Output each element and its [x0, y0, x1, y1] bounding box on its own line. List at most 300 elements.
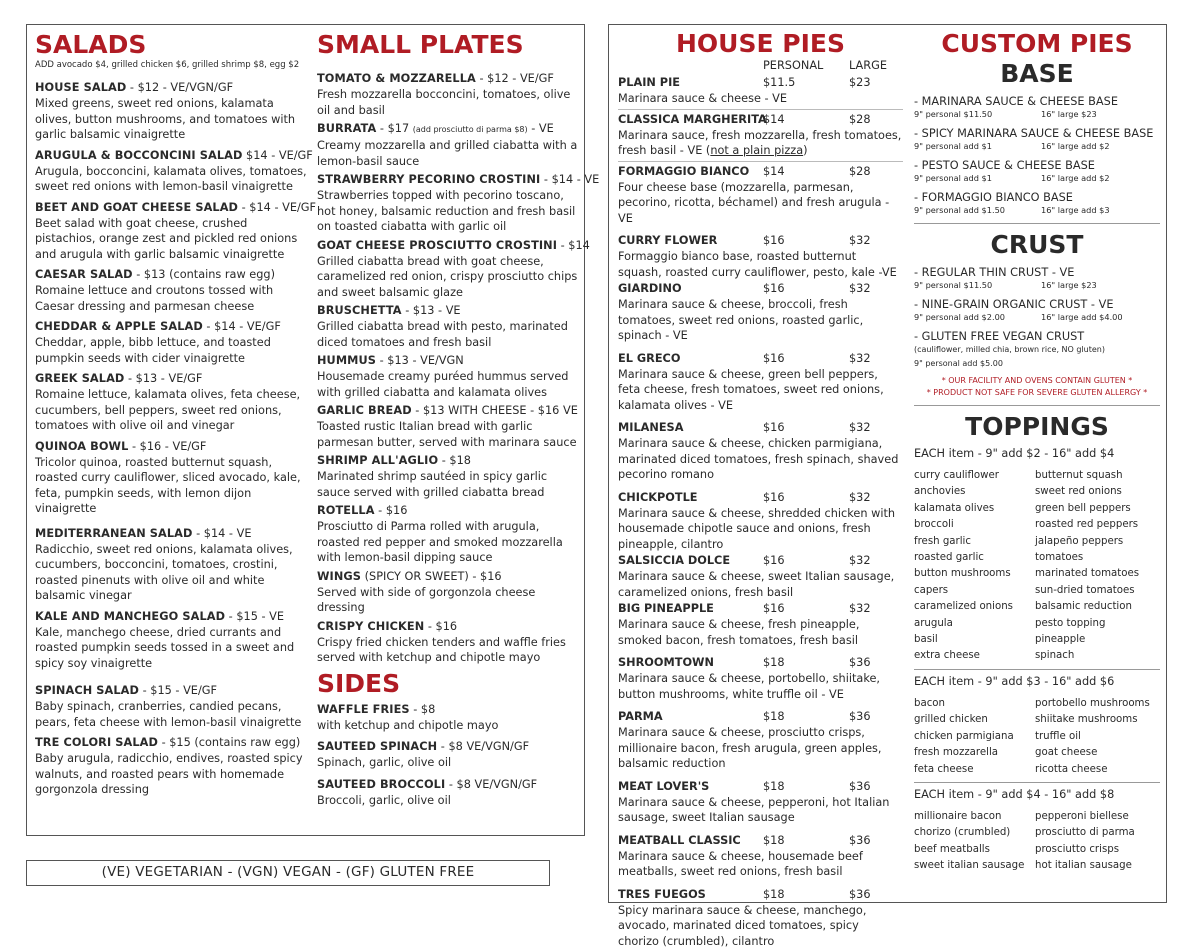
menu-item: [35, 148, 313, 195]
pie-item: [618, 833, 903, 886]
topping-item: broccoli: [914, 519, 954, 531]
item-description: Spinach, garlic, olive oil: [317, 756, 452, 769]
pie-header: [618, 164, 903, 180]
dietary-legend: (VE) VEGETARIAN - (VGN) VEGAN - (GF) GLUTEN FREE: [26, 860, 550, 886]
large-price: 16" large add $3: [1041, 205, 1110, 215]
personal-price: 9" personal $11.50: [914, 280, 993, 290]
option-prices: [914, 312, 1160, 324]
tier1-pricing: EACH item - 9" add $2 - 16" add $4: [914, 447, 1115, 460]
item-header: [317, 353, 579, 369]
pie-personal-price: $16: [763, 282, 785, 295]
spacer: [618, 880, 903, 886]
item-price: - $8 VE/VGN/GF: [445, 777, 538, 791]
menu-item: [317, 702, 579, 734]
pie-name: GIARDINO: [618, 282, 682, 295]
item-description: Crispy fried chicken tenders and waffle fries served with ketchup and chipotle mayo: [317, 635, 566, 664]
item-price: - $14 - VE: [192, 526, 252, 540]
topping-item: grilled chicken: [914, 714, 988, 726]
menu-item: [35, 609, 307, 672]
base-options: [914, 95, 1160, 217]
house-pies-title: HOUSE PIES: [676, 29, 845, 58]
item-header: [35, 735, 307, 751]
menu-item: [317, 172, 600, 235]
item-description: Arugula, bocconcini, kalamata olives, tomatoes, sweet red onions with lemon-basil vinaigrette: [35, 164, 307, 193]
personal-price: 9" personal add $1: [914, 173, 992, 183]
item-name: BURRATA: [317, 122, 377, 135]
item-header: [35, 683, 307, 699]
tier3-toppings: [914, 809, 1160, 875]
item-description: Tricolor quinoa, roasted butternut squash, roasted curry cauliflower, sliced avocado, kale, feta, pumpkin seeds, with lemon dijon vinaigrette: [35, 455, 301, 515]
pie-item: [618, 709, 903, 778]
pie-item: [618, 655, 903, 708]
pie-description-text: Marinara sauce & cheese, fresh pineapple, smoked bacon, fresh tomatoes, fresh basil: [618, 618, 860, 647]
divider: [914, 782, 1160, 783]
pie-personal-price: $14: [763, 164, 785, 178]
item-description: Mixed greens, sweet red onions, kalamata olives, button mushrooms, and tomatoes with garlic balsamic vinaigrette: [35, 97, 296, 141]
item-description: Romaine lettuce, kalamata olives, feta cheese, cucumbers, bell peppers, sweet red onions, tomatoes with olive oil and vinegar: [35, 388, 301, 432]
large-price: 16" large $23: [1041, 280, 1097, 290]
size-headers: [618, 59, 903, 75]
pie-name: PLAIN PIE: [618, 76, 681, 89]
item-price: - $8 VE/VGN/GF: [437, 740, 530, 753]
pie-description-end: ): [803, 144, 808, 157]
topping-item: millionaire bacon: [914, 810, 1002, 822]
personal-price: 9" personal add $1.50: [914, 205, 1005, 215]
pie-header: [618, 779, 903, 795]
topping-item: feta cheese: [914, 763, 974, 775]
personal-price: 9" personal add $1: [914, 141, 992, 151]
pie-large-price: $32: [849, 554, 871, 567]
pie-personal-price: $18: [763, 656, 785, 669]
topping-item: fresh mozzarella: [914, 747, 999, 759]
spacer: [618, 344, 903, 350]
pie-large-price: $36: [849, 710, 871, 723]
salads-column: [35, 30, 317, 803]
menu-item: [35, 80, 307, 143]
pie-personal-price: $14: [763, 112, 785, 126]
topping-item: roasted garlic: [914, 552, 984, 564]
divider: [914, 669, 1160, 670]
large-price: 16" large $23: [1041, 109, 1097, 119]
tier2-toppings: [914, 696, 1160, 778]
pie-description: [618, 569, 903, 600]
pie-header: [618, 833, 903, 849]
item-description: Romaine lettuce and croutons tossed with Caesar dressing and parmesan cheese: [35, 284, 274, 313]
topping-item: curry cauliflower: [914, 470, 999, 481]
pie-description-text: Marinara sauce & cheese, prosciutto crisps, millionaire bacon, fresh arugula, green apples, balsamic reduction: [618, 726, 882, 770]
pie-description: [618, 128, 903, 159]
pie-name: CURRY FLOWER: [618, 234, 718, 247]
item-name: WINGS: [317, 569, 362, 583]
item-price: - $14 - VE/GF: [238, 200, 317, 214]
salads-add-ons-note: ADD avocado $4, grilled chicken $6, grilled shrimp $8, egg $2: [35, 60, 300, 70]
item-description: Baby arugula, radicchio, endives, roasted spicy walnuts, and roasted pears with homemade gorgonzola dressing: [35, 752, 303, 796]
pie-item: [618, 779, 903, 832]
pie-header: [618, 709, 903, 725]
topping-item: spinach: [1035, 650, 1075, 662]
option: [914, 159, 1160, 185]
item-header: [317, 619, 579, 635]
menu-item: [35, 526, 307, 604]
pie-description-text: Marinara sauce & cheese, green bell peppers, feta cheese, fresh tomatoes, sweet red onions, kalamata olives - VE: [618, 367, 884, 412]
pie-large-price: $32: [849, 234, 871, 247]
pie-personal-price: $18: [763, 887, 785, 901]
gluten-free-crust: [914, 330, 1160, 369]
pie-name: SHROOMTOWN: [618, 656, 714, 669]
gluten-free-crust-name: - GLUTEN FREE VEGAN CRUST: [914, 330, 1085, 343]
pie-personal-price: $18: [763, 710, 785, 723]
tier2-pricing: EACH item - 9" add $3 - 16" add $6: [914, 674, 1115, 688]
item-price: - $13 - VE/GF: [124, 372, 203, 385]
pie-description-note: not a plain pizza: [710, 144, 804, 157]
spacer: [618, 483, 903, 489]
pie-header: [618, 601, 903, 617]
item-header: [317, 702, 579, 718]
topping-item: sweet italian sausage: [914, 860, 1025, 872]
menu-item: [35, 735, 307, 798]
pie-description: [618, 506, 903, 553]
item-price: - $15 - VE/GF: [139, 684, 218, 697]
custom-pies-title: CUSTOM PIES: [941, 29, 1133, 58]
item-name: HOUSE SALAD: [35, 81, 127, 94]
topping-item: chicken parmigiana: [914, 730, 1014, 742]
option: [914, 191, 1160, 217]
pie-header: [618, 553, 903, 569]
topping-item: pepperoni biellese: [1035, 810, 1129, 822]
base-title: BASE: [1000, 59, 1074, 88]
option: [914, 95, 1160, 121]
topping-item: marinated tomatoes: [1035, 568, 1140, 580]
item-description: Grilled ciabatta bread with pesto, marinated diced tomatoes and fresh basil: [317, 320, 568, 349]
topping-item: tomatoes: [1035, 552, 1084, 564]
item-description: Creamy mozzarella and grilled ciabatta with a lemon-basil sauce: [317, 139, 578, 168]
item-name: BEET AND GOAT CHEESE SALAD: [35, 200, 239, 214]
sides-section: [317, 669, 579, 809]
pie-large-price: $36: [849, 656, 871, 669]
crust-options: [914, 266, 1160, 324]
pie-description-text: Marinara sauce & cheese, chicken parmigiana, marinated diced tomatoes, fresh spinach, shaved pecorino romano: [618, 437, 899, 481]
item-name: HUMMUS: [317, 354, 377, 367]
large-header: LARGE: [849, 59, 888, 72]
item-header: [35, 439, 307, 455]
option-prices: [914, 205, 1160, 217]
personal-price: 9" personal add $2.00: [914, 312, 1005, 322]
menu-item: [35, 371, 307, 434]
menu-item: [35, 439, 307, 517]
left-menu-panel: [26, 24, 600, 836]
option: [914, 127, 1160, 153]
item-name: CAESAR SALAD: [35, 268, 133, 281]
topping-item: prosciutto crisps: [1035, 843, 1120, 855]
pie-description-text: Marinara sauce & cheese, broccoli, fresh tomatoes, sweet red onions, roasted garlic, spinach - VE: [618, 298, 864, 342]
pie-item: [618, 490, 903, 553]
pie-item: [618, 351, 903, 420]
item-price: $14 - VE/GF: [242, 148, 313, 162]
item-name: GARLIC BREAD: [317, 404, 412, 417]
pie-personal-price: $16: [763, 421, 785, 434]
item-description: Kale, manchego cheese, dried currants and roasted pumpkin seeds tossed in a sweet and spicy soy vinaigrette: [35, 625, 295, 670]
pie-item: [618, 887, 903, 950]
item-price: - $15 - VE: [225, 609, 285, 623]
item-description: Grilled ciabatta bread with goat cheese, caramelized red onion, crispy prosciutto chips and sweet balsamic glaze: [317, 254, 578, 299]
item-price: - $13 (contains raw egg): [132, 268, 275, 281]
item-name: QUINOA BOWL: [35, 439, 129, 453]
item-price: - $12 - VE/GF: [475, 72, 554, 85]
topping-item: button mushrooms: [914, 568, 1011, 580]
pie-name: MEAT LOVER'S: [618, 779, 710, 793]
pie-description: [618, 795, 903, 826]
item-name: ROTELLA: [317, 504, 375, 517]
item-header: [317, 303, 579, 319]
pie-personal-price: $18: [763, 833, 785, 847]
menu-item: [35, 267, 307, 314]
item-header: [35, 80, 307, 96]
pie-description-text: Marinara sauce, fresh mozzarella, fresh tomatoes, fresh basil - VE (: [618, 128, 902, 157]
menu-item: [35, 683, 307, 730]
pie-description: [618, 617, 903, 648]
item-name: GOAT CHEESE PROSCIUTTO CROSTINI: [317, 238, 558, 252]
sides-list: [317, 702, 579, 809]
tier3-pricing: EACH item - 9" add $4 - 16" add $8: [914, 787, 1115, 801]
spacer: [618, 826, 903, 832]
pie-description: [618, 436, 903, 483]
pie-large-price: $28: [849, 112, 871, 126]
house-pies-list: [618, 75, 903, 949]
item-header: [317, 121, 579, 138]
topping-item: ricotta cheese: [1035, 763, 1108, 775]
spacer: [618, 413, 903, 419]
pie-description: [618, 249, 903, 280]
pie-large-price: $23: [849, 76, 871, 89]
item-header: [317, 403, 579, 419]
pie-name: CLASSICA MARGHERITA: [618, 112, 767, 126]
personal-header: PERSONAL: [763, 59, 824, 72]
item-description: Broccoli, garlic, olive oil: [317, 793, 451, 807]
large-price: 16" large add $2: [1041, 173, 1110, 183]
pie-large-price: $32: [849, 490, 871, 504]
item-description: Fresh mozzarella bocconcini, tomatoes, olive oil and basil: [317, 88, 571, 117]
item-price: - $13 - VE/VGN: [376, 354, 464, 367]
option-name: - MARINARA SAUCE & CHEESE BASE: [914, 95, 1118, 108]
item-price: (SPICY OR SWEET) - $16: [361, 569, 502, 583]
topping-item: bacon: [914, 697, 946, 709]
item-header: [317, 569, 579, 585]
small-plates-list: [317, 71, 600, 666]
pie-description-text: Marinara sauce & cheese, pepperoni, hot Italian sausage, sweet Italian sausage: [618, 795, 890, 824]
pie-personal-price: $16: [763, 234, 785, 247]
right-menu-panel: [608, 24, 1167, 948]
pie-item: [618, 233, 903, 280]
custom-pies-column: [914, 29, 1160, 875]
pie-item: [618, 420, 903, 489]
topping-item: capers: [914, 584, 949, 596]
pie-header: [618, 281, 903, 297]
topping-item: butternut squash: [1035, 470, 1123, 481]
item-header: [35, 319, 307, 335]
item-price: - $14 - VE: [540, 173, 600, 186]
pie-large-price: $28: [849, 164, 871, 178]
topping-item: jalapeño peppers: [1035, 535, 1124, 547]
item-header: [35, 371, 307, 387]
toppings-title: TOPPINGS: [965, 412, 1109, 441]
gluten-warning-1: * OUR FACILITY AND OVENS CONTAIN GLUTEN *: [941, 376, 1133, 385]
personal-price: 9" personal $11.50: [914, 109, 993, 119]
item-name: CHEDDAR & APPLE SALAD: [35, 320, 203, 333]
pie-item: [618, 553, 903, 600]
topping-item: caramelized onions: [914, 601, 1013, 613]
pie-name: CHICKPOTLE: [618, 490, 698, 504]
divider: [914, 405, 1160, 406]
pie-name: PARMA: [618, 710, 663, 723]
item-description: Toasted rustic Italian bread with garlic parmesan butter, served with marinara sauce: [317, 420, 577, 449]
pie-description: [618, 671, 903, 702]
menu-item: [317, 503, 579, 566]
option-prices: [914, 141, 1160, 153]
crust-title: CRUST: [990, 230, 1084, 259]
item-header: [317, 503, 579, 519]
pie-personal-price: $11.5: [763, 76, 796, 89]
menu-item: [317, 569, 579, 616]
gluten-warning-2: * PRODUCT NOT SAFE FOR SEVERE GLUTEN ALLERGY *: [926, 388, 1148, 397]
pie-description: [618, 903, 903, 950]
item-header: [317, 453, 579, 469]
menu-item: [317, 121, 579, 169]
topping-item: sweet red onions: [1035, 486, 1122, 498]
pie-description: [618, 849, 903, 880]
option-name: - PESTO SAUCE & CHEESE BASE: [914, 159, 1095, 172]
divider: [914, 223, 1160, 224]
item-header: [317, 172, 600, 188]
item-name: GREEK SALAD: [35, 372, 125, 385]
topping-item: portobello mushrooms: [1035, 697, 1150, 709]
pie-large-price: $36: [849, 887, 871, 901]
pie-header: [618, 490, 903, 506]
topping-item: hot italian sausage: [1035, 860, 1132, 872]
item-price: - $16: [424, 619, 458, 633]
option: [914, 298, 1160, 324]
item-name: CRISPY CHICKEN: [317, 619, 425, 633]
pie-personal-price: $16: [763, 602, 785, 615]
topping-item: chorizo (crumbled): [914, 827, 1011, 839]
spacer: [618, 702, 903, 708]
item-description: Baby spinach, cranberries, candied pecans, pears, feta cheese with lemon-basil vinaigrette: [35, 700, 302, 729]
pie-description-text: Marinara sauce & cheese - VE: [618, 92, 788, 105]
pie-item: [618, 112, 903, 162]
topping-item: beef meatballs: [914, 843, 990, 855]
pie-description-text: Marinara sauce & cheese, portobello, shiitake, button mushrooms, white truffle oil - VE: [618, 672, 881, 701]
topping-item: pineapple: [1035, 634, 1086, 646]
option-name: - REGULAR THIN CRUST - VE: [914, 266, 1075, 279]
pie-header: [618, 420, 903, 436]
pie-large-price: $32: [849, 421, 871, 434]
pie-header: [618, 233, 903, 249]
pie-item: [618, 601, 903, 654]
item-price: - $17: [376, 122, 413, 135]
option: [914, 266, 1160, 292]
item-name: MEDITERRANEAN SALAD: [35, 526, 193, 540]
topping-item: extra cheese: [914, 650, 980, 662]
item-header: [317, 739, 579, 755]
pie-description: [618, 180, 903, 227]
topping-item: balsamic reduction: [1035, 601, 1132, 613]
pie-description-text: Marinara sauce & cheese, shredded chicken with housemade chipotle sauce and onions, fresh pineapple, cilantro: [618, 506, 896, 551]
pie-name: BIG PINEAPPLE: [618, 602, 714, 615]
item-description: Beet salad with goat cheese, crushed pistachios, orange zest and pickled red onions and arugula with garlic balsamic vinaigrette: [35, 216, 298, 261]
item-price: - $14 - VE/GF: [202, 320, 281, 333]
topping-item: goat cheese: [1035, 747, 1098, 759]
item-description: with ketchup and chipotle mayo: [317, 718, 499, 732]
item-header: [35, 200, 317, 216]
menu-item: [35, 200, 317, 263]
topping-item: kalamata olives: [914, 502, 995, 514]
pie-large-price: $36: [849, 779, 871, 793]
pie-name: FORMAGGIO BIANCO: [618, 164, 750, 178]
pie-name: MEATBALL CLASSIC: [618, 833, 741, 847]
item-name: WAFFLE FRIES: [317, 702, 410, 716]
pie-personal-price: $16: [763, 554, 785, 567]
topping-item: sun-dried tomatoes: [1035, 584, 1135, 596]
topping-item: pesto topping: [1035, 617, 1106, 629]
pie-description-text: Marinara sauce & cheese, housemade beef meatballs, sweet red onions, fresh basil: [618, 849, 863, 878]
pie-name: SALSICCIA DOLCE: [618, 554, 731, 567]
menu-item: [317, 453, 579, 500]
item-header: [317, 71, 579, 87]
menu-item: [317, 403, 579, 450]
pie-description: [618, 91, 903, 107]
item-name: STRAWBERRY PECORINO CROSTINI: [317, 173, 541, 186]
pie-name: TRES FUEGOS: [618, 887, 706, 901]
pie-name: EL GRECO: [618, 351, 681, 365]
pie-name: MILANESA: [618, 421, 684, 434]
menu-item: [317, 303, 579, 350]
large-price: 16" large add $2: [1041, 141, 1110, 151]
house-pies-column: [618, 29, 903, 950]
pie-personal-price: $16: [763, 351, 785, 365]
topping-item: shiitake mushrooms: [1035, 714, 1138, 726]
spacer: [618, 226, 903, 232]
topping-item: prosciutto di parma: [1035, 827, 1135, 839]
pie-large-price: $32: [849, 602, 871, 615]
topping-item: green bell peppers: [1035, 502, 1131, 514]
pie-header: [618, 887, 903, 903]
option-name: - NINE-GRAIN ORGANIC CRUST - VE: [914, 298, 1114, 311]
option-name: - SPICY MARINARA SAUCE & CHEESE BASE: [914, 127, 1154, 140]
menu-item: [317, 71, 579, 118]
menu-item: [35, 319, 307, 366]
pie-personal-price: $18: [763, 779, 785, 793]
item-name: SHRIMP ALL'AGLIO: [317, 454, 439, 467]
item-add-on: (add prosciutto di parma $8): [412, 125, 528, 134]
topping-item: fresh garlic: [914, 535, 971, 547]
item-name: BRUSCHETTA: [317, 304, 402, 317]
item-price: - $18: [438, 454, 471, 467]
option-name: - FORMAGGIO BIANCO BASE: [914, 191, 1073, 204]
gluten-free-crust-price: 9" personal add $5.00: [914, 359, 1003, 368]
salads-title: SALADS: [35, 30, 147, 59]
divider: [618, 109, 903, 110]
item-price: - $13 - VE: [401, 304, 461, 317]
item-name: SAUTEED BROCCOLI: [317, 777, 446, 791]
sides-title: SIDES: [317, 668, 401, 698]
pie-description: [618, 297, 903, 344]
item-price: - $12 - VE/VGN/GF: [126, 81, 234, 94]
pie-large-price: $32: [849, 282, 871, 295]
large-price: 16" large add $4.00: [1041, 312, 1123, 322]
option-prices: [914, 173, 1160, 185]
item-description: Housemade creamy puréed hummus served with grilled ciabatta and kalamata olives: [317, 370, 569, 399]
item-header: [317, 238, 590, 254]
pie-item: [618, 164, 903, 233]
